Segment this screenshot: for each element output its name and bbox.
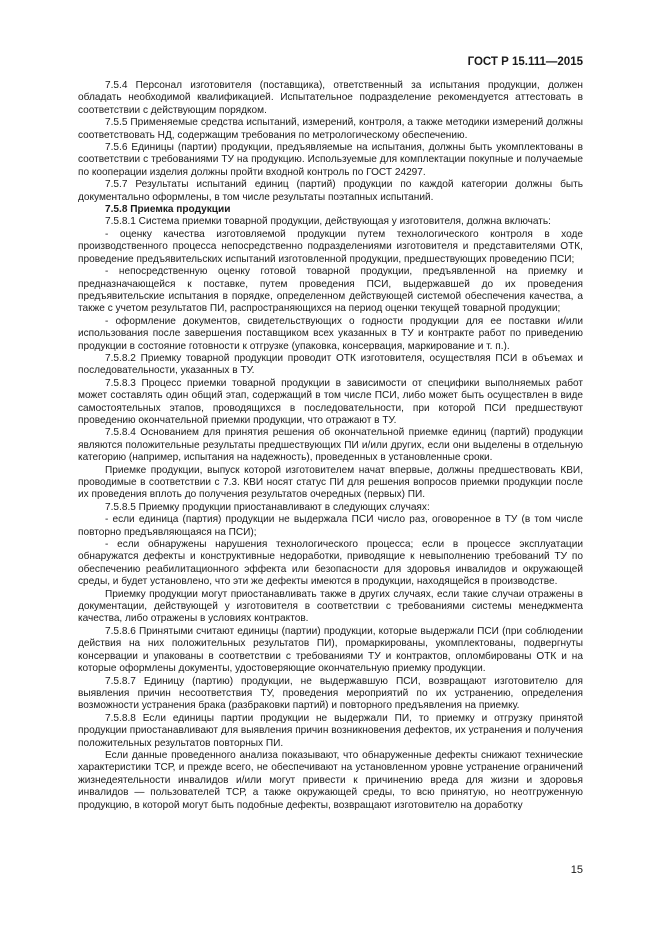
paragraph: Приемке продукции, выпуск которой изготовителем начат впервые, должны предшествовать КВИ, проводимые в соответствии с 7.3. КВИ носят статус ПИ для решения вопросов приемки продукции после их проведения вплоть до получения результатов очередных (первых) ПИ. (78, 464, 583, 501)
paragraph: Приемку продукции могут приостанавливать также в других случаях, если такие случаи отражены в документации, действующей у изготовителя в соответствии с требованиями системы менеджмента качества, либо отражены в условиях контрактов. (78, 588, 583, 625)
paragraph: - оформление документов, свидетельствующих о годности продукции для ее поставки и/или использования после завершения поставщиком всех указанных в ТУ и контракте работ по приведению продукции в состояние готовности к отгрузке (упаковка, консервация, маркирование и т. п.). (78, 315, 583, 352)
section-heading: 7.5.8 Приемка продукции (105, 204, 231, 216)
paragraph: 7.5.8.3 Процесс приемки товарной продукции в зависимости от специфики выполняемых работ может составлять один общий этап, содержащий в том числе ПСИ, либо может быть осуществлен в виде самостоятельных этапов, проводящихся в последовательности, при которой ПСИ предшествуют проведению окончательной приемки продукции, что отражают в ТУ. (78, 377, 583, 426)
paragraph: Если данные проведенного анализа показывают, что обнаруженные дефекты снижают технические характеристики ТСР, и прежде всего, не обеспечивают на установленном уровне устранение ограничений жизнедеятельности инвалидов и/или могут привести к причинению вреда для жизни и здоровья инвалидов — пользователей ТСР, а также окружающей среды, то всю принятую, но неотгруженную продукцию, в которой могут быть подобные дефекты, возвращают изготовителю на доработку (78, 749, 583, 811)
paragraph: 7.5.8.4 Основанием для принятия решения об окончательной приемке единиц (партий) продукции являются положительные результаты предшествующих ПИ и/или других, если они выделены в отдельную категорию (например, испытания на надежность), проведенных в установленные сроки. (78, 427, 583, 464)
paragraph: 7.5.8.2 Приемку товарной продукции проводит ОТК изготовителя, осуществляя ПСИ в объемах и последовательности, указанных в ТУ. (78, 352, 583, 377)
paragraph: 7.5.6 Единицы (партии) продукции, предъявляемые на испытания, должны быть укомплектованы в соответствии с требованиями ТУ на продукцию. Используемые для комплектации покупные и получаемые по кооперации изделия должны пройти входной контроль по ГОСТ 24297. (78, 142, 583, 178)
paragraph: - если единица (партия) продукции не выдержала ПСИ число раз, оговоренное в ТУ (в том числе повторно предъявляющаяся на ПСИ); (78, 514, 583, 538)
paragraph: 7.5.7 Результаты испытаний единиц (партий) продукции по каждой категории должны быть документально оформлены, в том числе результаты поэтапных испытаний. (78, 179, 583, 203)
paragraph: - непосредственную оценку готовой товарной продукции, предъявленной на приемку и предназначающейся к поставке, путем проведения ПСИ, выдержавшей до их проведения предъявительские испытания в порядке, определенном действующей системой обеспечения качества, а также с учетом результатов ПИ, распространяющихся на период оценки текущей товарной продукции; (78, 266, 583, 315)
paragraph: - если обнаружены нарушения технологического процесса; если в процессе эксплуатации обнаружатся дефекты и конструктивные недоработки, приводящие к невыполнению требований ТУ по обеспечению реабилитационного эффекта или безопасности для здоровья инвалидов и окружающей среды, и будет установлено, что эти же дефекты имеются в продукции, находящейся в производстве. (78, 539, 583, 588)
paragraph: - оценку качества изготовляемой продукции путем технологического контроля в ходе производственного процесса непосредственно подразделениями изготовителя и представителями ОТК, проведение предъявительских испытаний изготовленной продукции, предшествующих проведению ПСИ; (78, 228, 583, 265)
paragraph: 7.5.8.5 Приемку продукции приостанавливают в следующих случаях: (105, 501, 430, 513)
page-number: 15 (570, 864, 583, 876)
paragraph: 7.5.4 Персонал изготовителя (поставщика), ответственный за испытания продукции, должен обладать необходимой квалификацией. Испытательное подразделение рекомендуется аттестовать в соответствии с действующим порядком. (78, 80, 583, 116)
paragraph: 7.5.5 Применяемые средства испытаний, измерений, контроля, а также методики измерений должны соответствовать НД, содержащим требования по метрологическому обеспечению. (78, 117, 583, 141)
paragraph: 7.5.8.6 Принятыми считают единицы (партии) продукции, которые выдержали ПСИ (при соблюдении действия на них положительных результатов ПИ), промаркированы, укомплектованы, подвергнуты консервации и упакованы в соответствии с требованиями ТУ и контрактов, опломбированы ОТК и на которые оформлены документы, удостоверяющие окончательную приемку продукции. (78, 625, 583, 675)
paragraph: 7.5.8.7 Единицу (партию) продукции, не выдержавшую ПСИ, возвращают изготовителю для выявления причин несоответствия ТУ, проведения мероприятий по их устранению, определения возможности устранения брака (разбраковки партий) и повторного предъявления на приемку. (78, 675, 583, 712)
standard-code: ГОСТ Р 15.111—2015 (467, 56, 583, 68)
paragraph: 7.5.8.1 Система приемки товарной продукции, действующая у изготовителя, должна включать: (105, 216, 551, 228)
paragraph: 7.5.8.8 Если единицы партии продукции не выдержали ПИ, то приемку и отгрузку принятой продукции приостанавливают для выявления причин возникновения дефектов, их устранения и получения положительных результатов повторных ПИ. (78, 712, 583, 749)
body-text (78, 80, 583, 812)
